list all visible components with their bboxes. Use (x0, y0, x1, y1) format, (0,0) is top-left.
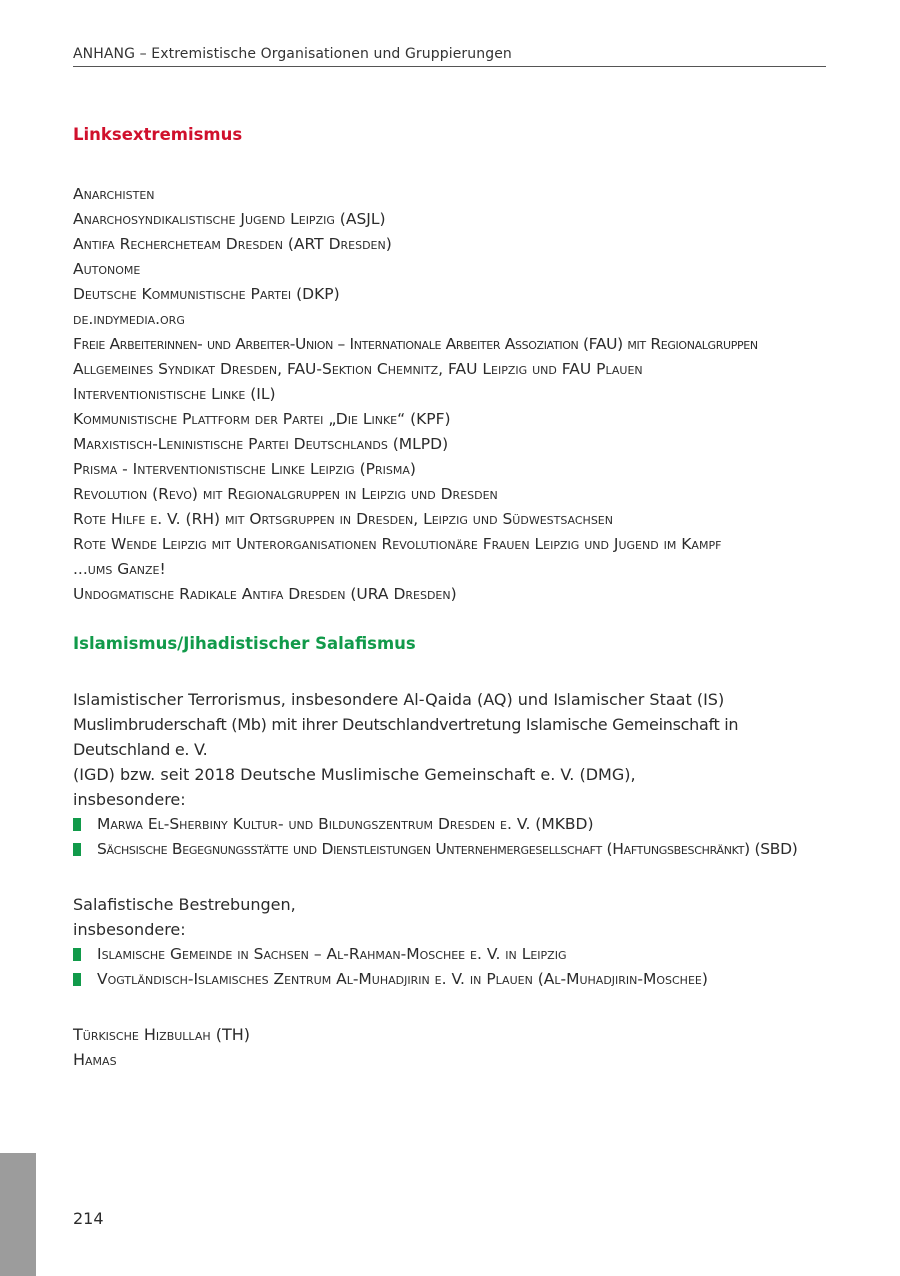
left-extremism-list (73, 182, 833, 607)
bullet-item (73, 967, 833, 992)
paragraph-line: insbesondere: (73, 920, 186, 939)
bullet-square-icon (73, 843, 81, 856)
page-number: 214 (73, 1209, 104, 1228)
list-item: Anarchisten (73, 185, 155, 203)
list-item: de.indymedia.org (73, 310, 185, 328)
bullet-square-icon (73, 973, 81, 986)
list-item: Marxistisch-Leninistische Partei Deutschlands (MLPD) (73, 435, 449, 453)
running-header-title: ANHANG – Extremistische Organisationen und Gruppierungen (73, 46, 512, 62)
islamism-paragraph (73, 687, 833, 812)
page-content (73, 122, 833, 1072)
bullet-text: Sächsische Begegnungsstätte und Dienstleistungen Unternehmergesellschaft (Haftungsbeschränkt) (SBD) (97, 840, 798, 858)
list-item: Allgemeines Syndikat Dresden, FAU-Sektion Chemnitz, FAU Leipzig und FAU Plauen (73, 360, 643, 378)
list-item: Rote Hilfe e. V. (RH) mit Ortsgruppen in Dresden, Leipzig und Südwestsachsen (73, 510, 613, 528)
paragraph-line: insbesondere: (73, 790, 186, 809)
bullet-text: Vogtländisch-Islamisches Zentrum Al-Muhadjirin e. V. in Plauen (Al-Muhadjirin-Moschee) (97, 970, 708, 988)
bullet-square-icon (73, 948, 81, 961)
list-item: Revolution (Revo) mit Regionalgruppen in Leipzig und Dresden (73, 485, 498, 503)
list-item: Deutsche Kommunistische Partei (DKP) (73, 285, 340, 303)
salafist-paragraph (73, 892, 833, 942)
running-header (73, 44, 826, 67)
paragraph-line: Muslimbruderschaft (Mb) mit ihrer Deutschlandvertretung Islamische Gemeinschaft in Deutschland e. V. (73, 715, 739, 759)
list-item: Türkische Hizbullah (TH) (73, 1025, 250, 1044)
list-item: Antifa Rechercheteam Dresden (ART Dresden) (73, 235, 392, 253)
bullet-item (73, 812, 833, 837)
list-item: Kommunistische Plattform der Partei „Die Linke“ (KPF) (73, 410, 451, 428)
list-item: Prisma - Interventionistische Linke Leipzig (Prisma) (73, 460, 416, 478)
bullet-text: Marwa El-Sherbiny Kultur- und Bildungszentrum Dresden e. V. (MKBD) (97, 815, 594, 833)
paragraph-line: Salafistische Bestrebungen, (73, 895, 296, 914)
page-edge-tab (0, 1153, 36, 1276)
mb-bullet-list (73, 812, 833, 862)
list-item: Autonome (73, 260, 141, 278)
list-item: Freie Arbeiterinnen- und Arbeiter-Union – Internationale Arbeiter Assoziation (FAU) mit Regionalgruppen (73, 335, 758, 353)
list-item: Anarchosyndikalistische Jugend Leipzig (ASJL) (73, 210, 386, 228)
paragraph-line: (IGD) bzw. seit 2018 Deutsche Muslimische Gemeinschaft e. V. (DMG), (73, 765, 636, 784)
list-item: ...ums Ganze! (73, 560, 166, 578)
bullet-text: Islamische Gemeinde in Sachsen – Al-Rahman-Moschee e. V. in Leipzig (97, 945, 567, 963)
section-title-linksextremismus: Linksextremismus (73, 125, 243, 144)
list-item: Interventionistische Linke (IL) (73, 385, 276, 403)
list-item: Rote Wende Leipzig mit Unterorganisationen Revolutionäre Frauen Leipzig und Jugend im Kampf (73, 535, 722, 553)
bullet-item (73, 837, 833, 862)
other-orgs-list (73, 1022, 833, 1072)
paragraph-line: Islamistischer Terrorismus, insbesondere Al-Qaida (AQ) und Islamischer Staat (IS) (73, 690, 725, 709)
bullet-square-icon (73, 818, 81, 831)
list-item: Hamas (73, 1050, 117, 1069)
salafist-bullet-list (73, 942, 833, 992)
list-item: Undogmatische Radikale Antifa Dresden (URA Dresden) (73, 585, 457, 603)
bullet-item (73, 942, 833, 967)
section-title-islamismus: Islamismus/Jihadistischer Salafismus (73, 634, 416, 653)
